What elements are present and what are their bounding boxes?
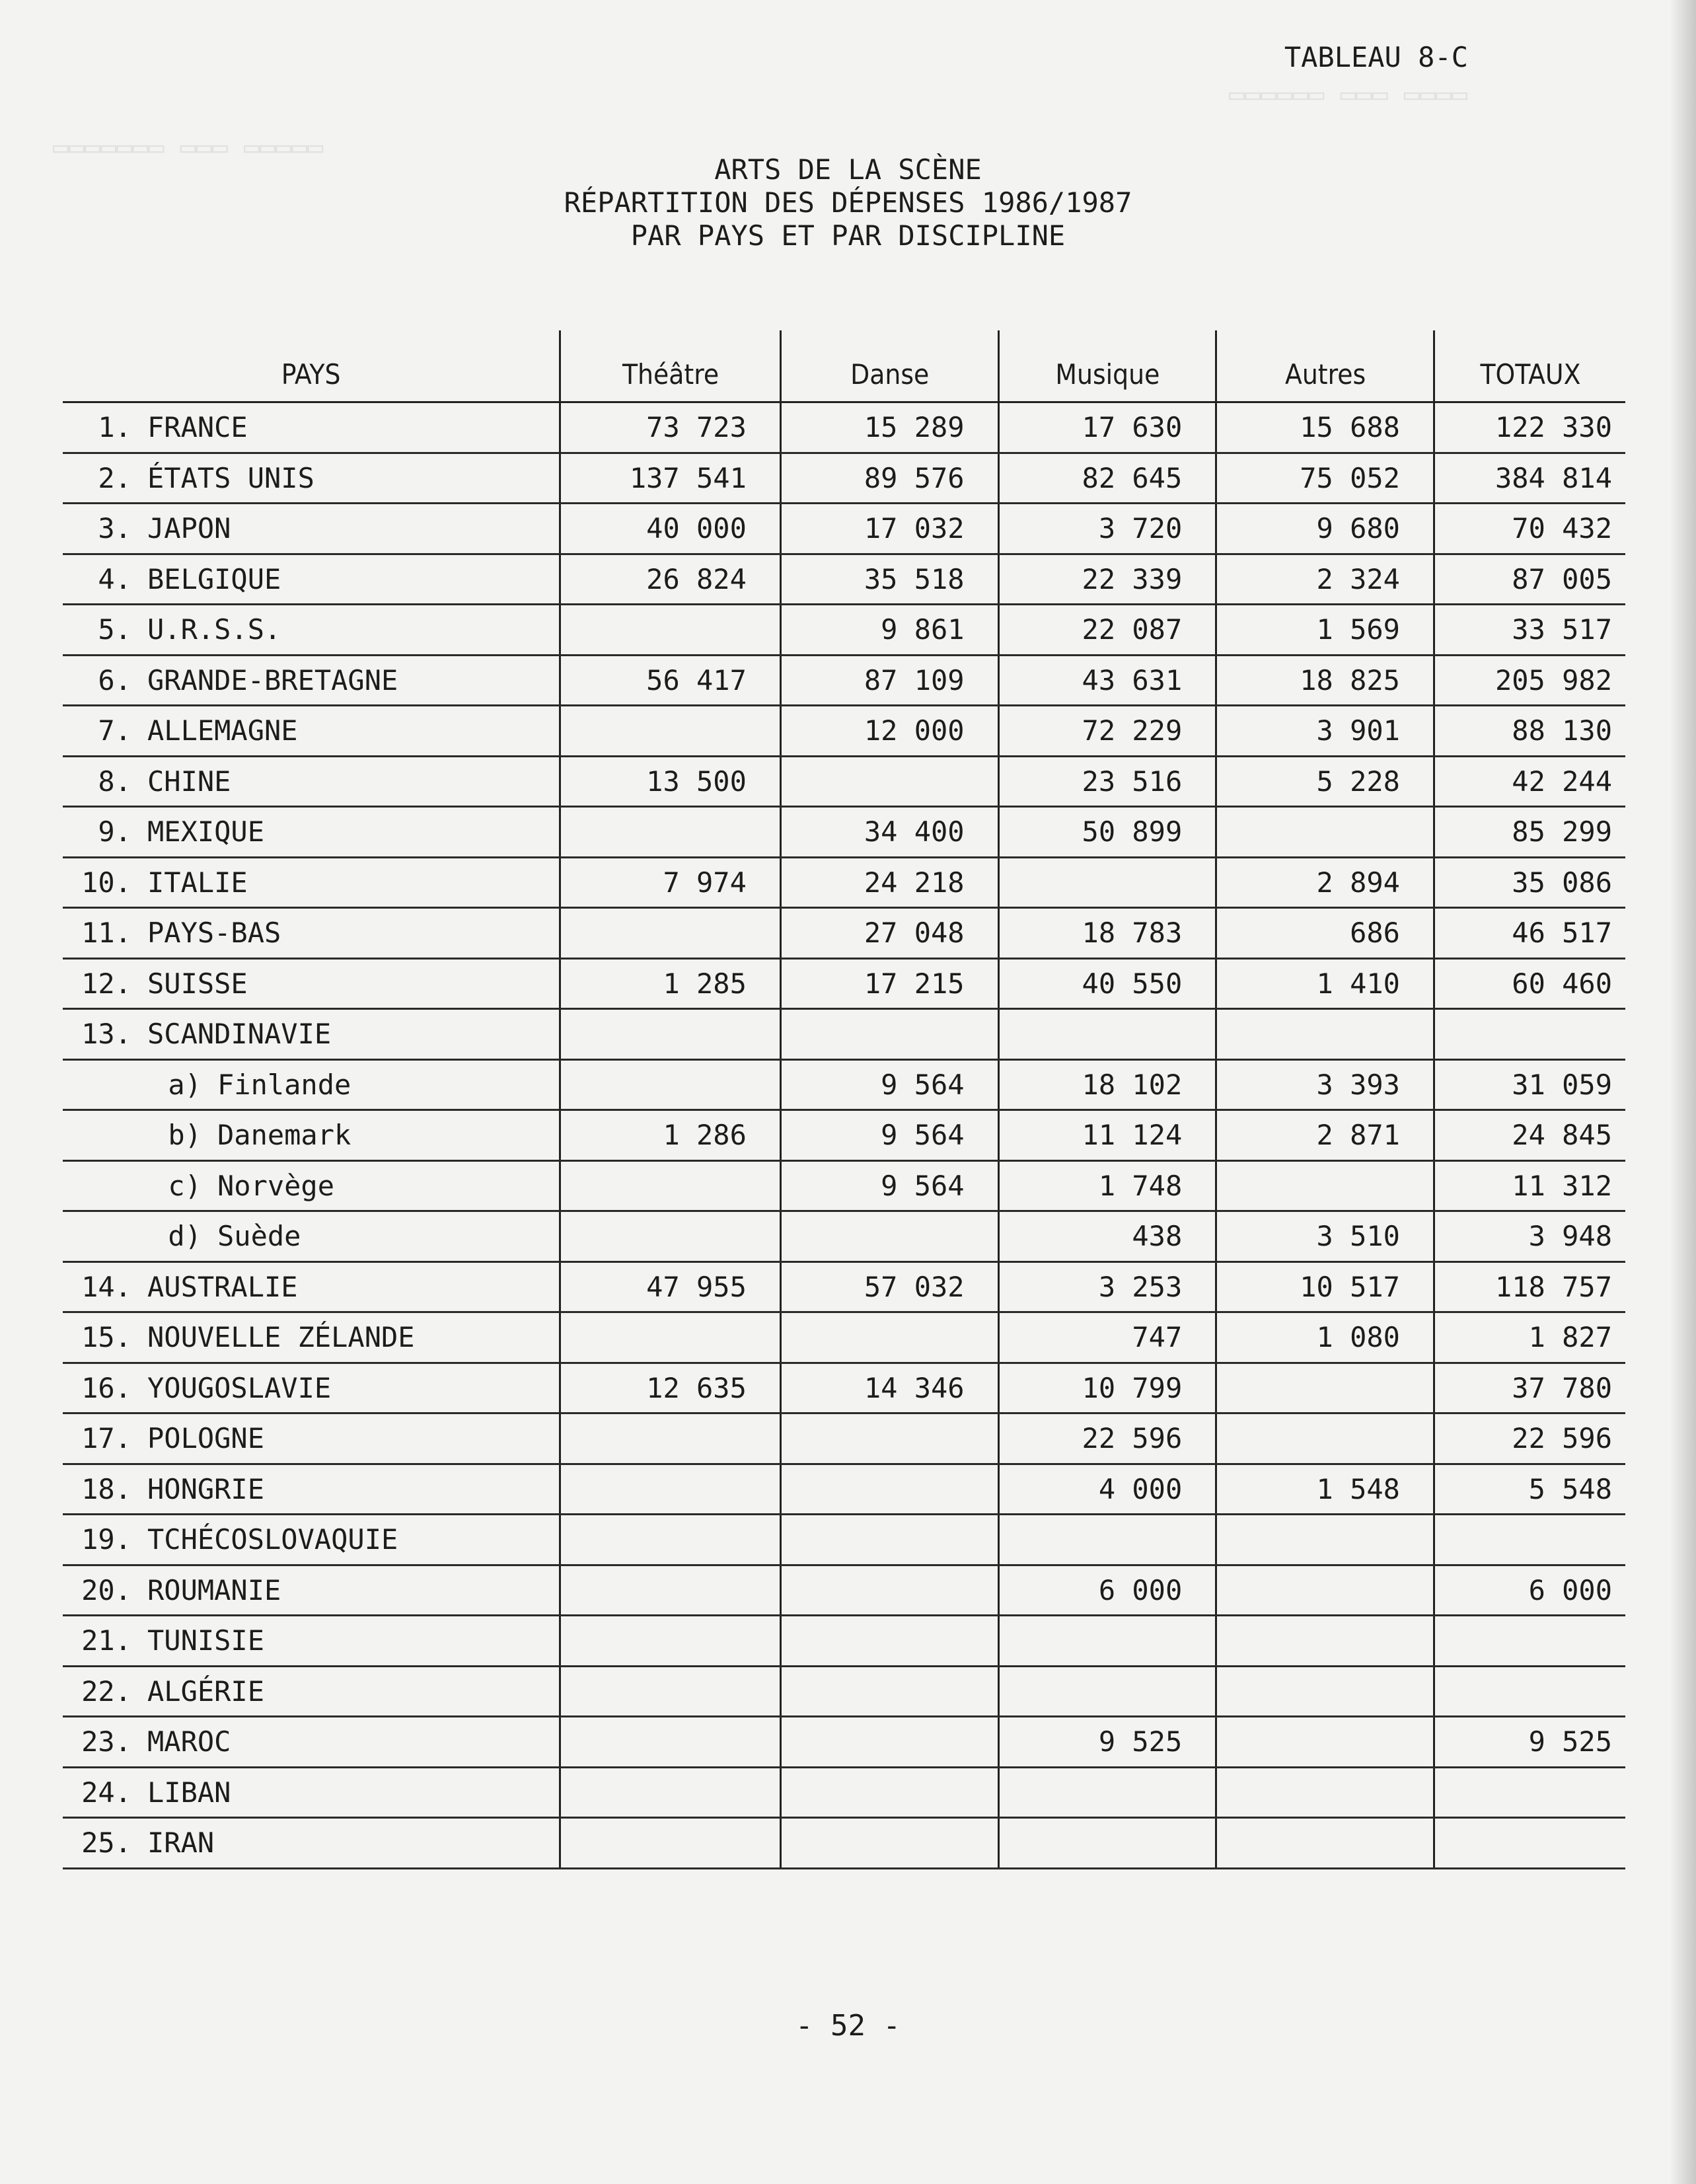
cell-totaux: 1 827 bbox=[1434, 1312, 1625, 1363]
cell-pays bbox=[63, 1009, 560, 1060]
cell-danse: 9 861 bbox=[780, 605, 998, 656]
row-number: 14. bbox=[81, 1270, 131, 1303]
row-number: 12. bbox=[81, 967, 131, 1000]
cell-pays bbox=[63, 1717, 560, 1768]
cell-pays bbox=[63, 958, 560, 1009]
cell-totaux: 9 525 bbox=[1434, 1717, 1625, 1768]
country-name: ALLEMAGNE bbox=[147, 714, 298, 747]
bleed-through: ▭▭▭▭▭▭ ▭▭▭ ▭▭▭▭ bbox=[1229, 79, 1468, 110]
cell-autres: 2 871 bbox=[1216, 1110, 1434, 1161]
row-number: 8. bbox=[98, 765, 131, 798]
row-number: 7. bbox=[98, 714, 131, 747]
country-name: Norvège bbox=[217, 1169, 335, 1202]
cell-pays bbox=[63, 504, 560, 554]
table-row bbox=[63, 1616, 1625, 1667]
cell-pays bbox=[63, 1464, 560, 1515]
cell-theatre: 56 417 bbox=[560, 655, 781, 706]
table-row bbox=[63, 1717, 1625, 1768]
cell-autres bbox=[1216, 1767, 1434, 1818]
table-row bbox=[63, 1767, 1625, 1818]
cell-totaux: 60 460 bbox=[1434, 958, 1625, 1009]
row-number: 5. bbox=[98, 613, 131, 646]
cell-theatre bbox=[560, 605, 781, 656]
table-row bbox=[63, 1363, 1625, 1413]
cell-theatre bbox=[560, 1717, 781, 1768]
cell-pays bbox=[63, 807, 560, 858]
cell-pays bbox=[63, 605, 560, 656]
country-name: U.R.S.S. bbox=[147, 613, 281, 646]
cell-musique bbox=[998, 1767, 1216, 1818]
cell-pays bbox=[63, 402, 560, 453]
cell-totaux: 85 299 bbox=[1434, 807, 1625, 858]
row-number: 6. bbox=[98, 663, 131, 697]
country-name: POLOGNE bbox=[147, 1422, 265, 1455]
country-name: TUNISIE bbox=[147, 1624, 265, 1657]
cell-musique: 82 645 bbox=[998, 453, 1216, 504]
row-number: 15. bbox=[81, 1321, 131, 1354]
cell-totaux: 118 757 bbox=[1434, 1261, 1625, 1312]
row-number: 13. bbox=[81, 1018, 131, 1051]
cell-danse: 35 518 bbox=[780, 554, 998, 605]
cell-autres: 3 393 bbox=[1216, 1059, 1434, 1110]
cell-pays bbox=[63, 706, 560, 757]
cell-theatre: 40 000 bbox=[560, 504, 781, 554]
bleed-through: ▭▭▭▭▭▭▭ ▭▭▭ ▭▭▭▭▭ bbox=[53, 132, 324, 163]
cell-theatre bbox=[560, 1009, 781, 1060]
row-number: 9. bbox=[98, 815, 131, 848]
table-row bbox=[63, 1110, 1625, 1161]
cell-totaux: 205 982 bbox=[1434, 655, 1625, 706]
country-name: PAYS-BAS bbox=[147, 917, 281, 950]
cell-danse: 9 564 bbox=[780, 1110, 998, 1161]
country-name: NOUVELLE ZÉLANDE bbox=[147, 1321, 415, 1354]
cell-musique: 22 596 bbox=[998, 1413, 1216, 1464]
cell-musique: 18 102 bbox=[998, 1059, 1216, 1110]
col-header-musique: Musique bbox=[998, 330, 1216, 402]
row-number: 4. bbox=[98, 562, 131, 595]
cell-pays bbox=[63, 857, 560, 908]
cell-danse: 14 346 bbox=[780, 1363, 998, 1413]
table-row bbox=[63, 1413, 1625, 1464]
cell-theatre: 73 723 bbox=[560, 402, 781, 453]
cell-theatre: 137 541 bbox=[560, 453, 781, 504]
col-header-theatre: Théâtre bbox=[560, 330, 781, 402]
cell-autres bbox=[1216, 1515, 1434, 1565]
cell-theatre bbox=[560, 1565, 781, 1616]
cell-theatre: 1 285 bbox=[560, 958, 781, 1009]
country-name: Suède bbox=[217, 1220, 301, 1253]
cell-pays bbox=[63, 1565, 560, 1616]
cell-autres: 1 548 bbox=[1216, 1464, 1434, 1515]
cell-autres: 75 052 bbox=[1216, 453, 1434, 504]
cell-autres: 1 569 bbox=[1216, 605, 1434, 656]
cell-autres bbox=[1216, 1818, 1434, 1869]
row-number: c) bbox=[168, 1169, 202, 1202]
cell-theatre: 26 824 bbox=[560, 554, 781, 605]
cell-totaux: 46 517 bbox=[1434, 908, 1625, 959]
cell-musique: 3 253 bbox=[998, 1261, 1216, 1312]
cell-musique: 6 000 bbox=[998, 1565, 1216, 1616]
table-row bbox=[63, 605, 1625, 656]
country-name: TCHÉCOSLOVAQUIE bbox=[147, 1523, 398, 1556]
cell-totaux: 37 780 bbox=[1434, 1363, 1625, 1413]
row-number: 1. bbox=[98, 411, 131, 444]
country-name: GRANDE-BRETAGNE bbox=[147, 663, 398, 697]
cell-theatre: 12 635 bbox=[560, 1363, 781, 1413]
cell-totaux: 33 517 bbox=[1434, 605, 1625, 656]
cell-autres: 2 894 bbox=[1216, 857, 1434, 908]
cell-musique bbox=[998, 1009, 1216, 1060]
cell-totaux: 24 845 bbox=[1434, 1110, 1625, 1161]
cell-pays bbox=[63, 554, 560, 605]
cell-theatre bbox=[560, 706, 781, 757]
table-body bbox=[63, 402, 1625, 1869]
cell-totaux: 42 244 bbox=[1434, 756, 1625, 807]
table-row bbox=[63, 1464, 1625, 1515]
row-number: a) bbox=[168, 1068, 202, 1101]
table-reference: TABLEAU 8-C bbox=[1284, 41, 1468, 73]
cell-pays bbox=[63, 1110, 560, 1161]
row-number: 25. bbox=[81, 1826, 131, 1860]
cell-danse: 17 032 bbox=[780, 504, 998, 554]
table-title: ARTS DE LA SCÈNE bbox=[714, 153, 982, 186]
row-number: 17. bbox=[81, 1422, 131, 1455]
col-header-totaux: TOTAUX bbox=[1434, 330, 1625, 402]
cell-theatre: 13 500 bbox=[560, 756, 781, 807]
cell-theatre bbox=[560, 1818, 781, 1869]
row-number: 2. bbox=[98, 461, 131, 494]
cell-danse bbox=[780, 1515, 998, 1565]
cell-totaux: 11 312 bbox=[1434, 1160, 1625, 1211]
country-name: YOUGOSLAVIE bbox=[147, 1371, 332, 1404]
country-name: HONGRIE bbox=[147, 1472, 265, 1505]
page-number: - 52 - bbox=[795, 2009, 901, 2043]
table-row bbox=[63, 453, 1625, 504]
cell-totaux: 3 948 bbox=[1434, 1211, 1625, 1262]
country-name: MEXIQUE bbox=[147, 815, 265, 848]
cell-danse bbox=[780, 1717, 998, 1768]
table-subtitle-2: PAR PAYS ET PAR DISCIPLINE bbox=[630, 219, 1066, 252]
cell-musique: 10 799 bbox=[998, 1363, 1216, 1413]
cell-autres bbox=[1216, 1413, 1434, 1464]
country-name: ÉTATS UNIS bbox=[147, 461, 314, 494]
cell-pays bbox=[63, 1261, 560, 1312]
cell-danse: 27 048 bbox=[780, 908, 998, 959]
cell-danse: 9 564 bbox=[780, 1160, 998, 1211]
cell-totaux bbox=[1434, 1666, 1625, 1717]
cell-musique bbox=[998, 1666, 1216, 1717]
country-name: IRAN bbox=[147, 1826, 215, 1860]
table-row bbox=[63, 554, 1625, 605]
country-name: ALGÉRIE bbox=[147, 1675, 265, 1708]
cell-pays bbox=[63, 453, 560, 504]
table-row bbox=[63, 1261, 1625, 1312]
cell-totaux: 384 814 bbox=[1434, 453, 1625, 504]
country-name: FRANCE bbox=[147, 411, 248, 444]
cell-danse bbox=[780, 1767, 998, 1818]
cell-autres: 1 080 bbox=[1216, 1312, 1434, 1363]
cell-danse: 12 000 bbox=[780, 706, 998, 757]
country-name: JAPON bbox=[147, 512, 231, 545]
cell-musique: 43 631 bbox=[998, 655, 1216, 706]
cell-pays bbox=[63, 1363, 560, 1413]
cell-totaux bbox=[1434, 1009, 1625, 1060]
cell-danse: 89 576 bbox=[780, 453, 998, 504]
cell-musique: 438 bbox=[998, 1211, 1216, 1262]
row-number: 21. bbox=[81, 1624, 131, 1657]
table-row bbox=[63, 402, 1625, 453]
cell-theatre bbox=[560, 807, 781, 858]
cell-autres bbox=[1216, 1616, 1434, 1667]
cell-danse bbox=[780, 1211, 998, 1262]
table-row bbox=[63, 908, 1625, 959]
cell-theatre: 1 286 bbox=[560, 1110, 781, 1161]
cell-musique: 22 087 bbox=[998, 605, 1216, 656]
cell-autres bbox=[1216, 1666, 1434, 1717]
country-name: MAROC bbox=[147, 1725, 231, 1758]
table-row bbox=[63, 807, 1625, 858]
cell-danse bbox=[780, 1616, 998, 1667]
cell-musique: 747 bbox=[998, 1312, 1216, 1363]
cell-theatre bbox=[560, 1211, 781, 1262]
cell-pays bbox=[63, 1767, 560, 1818]
row-number: d) bbox=[168, 1220, 202, 1253]
row-number: 16. bbox=[81, 1371, 131, 1404]
cell-autres: 18 825 bbox=[1216, 655, 1434, 706]
cell-autres: 686 bbox=[1216, 908, 1434, 959]
table-row bbox=[63, 706, 1625, 757]
cell-musique: 17 630 bbox=[998, 402, 1216, 453]
table-row bbox=[63, 1211, 1625, 1262]
table-row bbox=[63, 857, 1625, 908]
cell-danse bbox=[780, 1312, 998, 1363]
row-number: 3. bbox=[98, 512, 131, 545]
cell-autres bbox=[1216, 1160, 1434, 1211]
cell-pays bbox=[63, 1515, 560, 1565]
country-name: AUSTRALIE bbox=[147, 1270, 298, 1303]
cell-autres: 2 324 bbox=[1216, 554, 1434, 605]
cell-totaux bbox=[1434, 1818, 1625, 1869]
cell-totaux bbox=[1434, 1767, 1625, 1818]
cell-danse: 57 032 bbox=[780, 1261, 998, 1312]
country-name: SUISSE bbox=[147, 967, 248, 1000]
cell-autres: 1 410 bbox=[1216, 958, 1434, 1009]
table-row bbox=[63, 1312, 1625, 1363]
cell-autres bbox=[1216, 1717, 1434, 1768]
cell-danse bbox=[780, 1009, 998, 1060]
table-row bbox=[63, 1009, 1625, 1060]
cell-autres: 15 688 bbox=[1216, 402, 1434, 453]
country-name: BELGIQUE bbox=[147, 562, 281, 595]
cell-pays bbox=[63, 1616, 560, 1667]
cell-pays bbox=[63, 908, 560, 959]
cell-autres: 9 680 bbox=[1216, 504, 1434, 554]
row-number: 20. bbox=[81, 1573, 131, 1606]
country-name: SCANDINAVIE bbox=[147, 1018, 332, 1051]
cell-autres: 10 517 bbox=[1216, 1261, 1434, 1312]
cell-musique: 11 124 bbox=[998, 1110, 1216, 1161]
cell-danse bbox=[780, 1666, 998, 1717]
cell-theatre bbox=[560, 1413, 781, 1464]
cell-totaux: 70 432 bbox=[1434, 504, 1625, 554]
cell-pays bbox=[63, 1413, 560, 1464]
col-header-pays: PAYS bbox=[63, 330, 560, 402]
cell-musique: 72 229 bbox=[998, 706, 1216, 757]
cell-musique: 23 516 bbox=[998, 756, 1216, 807]
cell-totaux bbox=[1434, 1515, 1625, 1565]
cell-pays bbox=[63, 1666, 560, 1717]
cell-musique bbox=[998, 1515, 1216, 1565]
country-name: LIBAN bbox=[147, 1776, 231, 1809]
cell-danse bbox=[780, 756, 998, 807]
cell-pays bbox=[63, 1160, 560, 1211]
cell-autres: 5 228 bbox=[1216, 756, 1434, 807]
cell-danse: 17 215 bbox=[780, 958, 998, 1009]
row-number: 11. bbox=[81, 917, 131, 950]
cell-totaux: 87 005 bbox=[1434, 554, 1625, 605]
table-row bbox=[63, 1666, 1625, 1717]
cell-theatre: 7 974 bbox=[560, 857, 781, 908]
cell-pays bbox=[63, 1059, 560, 1110]
cell-totaux: 88 130 bbox=[1434, 706, 1625, 757]
cell-danse bbox=[780, 1413, 998, 1464]
cell-musique: 18 783 bbox=[998, 908, 1216, 959]
table-row bbox=[63, 1515, 1625, 1565]
table-row bbox=[63, 756, 1625, 807]
country-name: Danemark bbox=[217, 1119, 351, 1152]
cell-musique bbox=[998, 1616, 1216, 1667]
cell-theatre bbox=[560, 908, 781, 959]
cell-totaux: 22 596 bbox=[1434, 1413, 1625, 1464]
cell-autres bbox=[1216, 1363, 1434, 1413]
cell-musique: 22 339 bbox=[998, 554, 1216, 605]
cell-theatre bbox=[560, 1767, 781, 1818]
cell-pays bbox=[63, 1312, 560, 1363]
col-header-danse: Danse bbox=[780, 330, 998, 402]
col-header-autres: Autres bbox=[1216, 330, 1434, 402]
country-name: Finlande bbox=[217, 1068, 351, 1101]
cell-totaux: 5 548 bbox=[1434, 1464, 1625, 1515]
row-number: b) bbox=[168, 1119, 202, 1152]
cell-totaux: 6 000 bbox=[1434, 1565, 1625, 1616]
table-row bbox=[63, 1565, 1625, 1616]
country-name: ITALIE bbox=[147, 866, 248, 899]
table-header-row bbox=[63, 330, 1625, 402]
cell-totaux bbox=[1434, 1616, 1625, 1667]
cell-theatre bbox=[560, 1160, 781, 1211]
cell-musique: 9 525 bbox=[998, 1717, 1216, 1768]
cell-pays bbox=[63, 756, 560, 807]
cell-musique bbox=[998, 1818, 1216, 1869]
cell-musique: 1 748 bbox=[998, 1160, 1216, 1211]
cell-totaux: 35 086 bbox=[1434, 857, 1625, 908]
cell-danse: 34 400 bbox=[780, 807, 998, 858]
table-row bbox=[63, 1059, 1625, 1110]
table-row bbox=[63, 504, 1625, 554]
cell-danse: 15 289 bbox=[780, 402, 998, 453]
country-name: ROUMANIE bbox=[147, 1573, 281, 1606]
cell-theatre bbox=[560, 1464, 781, 1515]
table-row bbox=[63, 958, 1625, 1009]
expenditure-table bbox=[63, 330, 1625, 1869]
cell-autres bbox=[1216, 1565, 1434, 1616]
cell-musique: 50 899 bbox=[998, 807, 1216, 858]
cell-danse bbox=[780, 1464, 998, 1515]
cell-totaux: 31 059 bbox=[1434, 1059, 1625, 1110]
cell-totaux: 122 330 bbox=[1434, 402, 1625, 453]
cell-musique: 4 000 bbox=[998, 1464, 1216, 1515]
row-number: 19. bbox=[81, 1523, 131, 1556]
cell-pays bbox=[63, 1211, 560, 1262]
cell-danse: 9 564 bbox=[780, 1059, 998, 1110]
table-subtitle: RÉPARTITION DES DÉPENSES 1986/1987 bbox=[564, 186, 1132, 219]
cell-autres bbox=[1216, 807, 1434, 858]
cell-theatre bbox=[560, 1666, 781, 1717]
row-number: 10. bbox=[81, 866, 131, 899]
row-number: 23. bbox=[81, 1725, 131, 1758]
cell-autres bbox=[1216, 1009, 1434, 1060]
cell-theatre bbox=[560, 1312, 781, 1363]
row-number: 24. bbox=[81, 1776, 131, 1809]
row-number: 22. bbox=[81, 1675, 131, 1708]
cell-autres: 3 901 bbox=[1216, 706, 1434, 757]
cell-danse: 87 109 bbox=[780, 655, 998, 706]
table-row bbox=[63, 1160, 1625, 1211]
cell-musique: 40 550 bbox=[998, 958, 1216, 1009]
cell-danse bbox=[780, 1565, 998, 1616]
country-name: CHINE bbox=[147, 765, 231, 798]
table-row bbox=[63, 1818, 1625, 1869]
cell-musique bbox=[998, 857, 1216, 908]
page-edge-shadow bbox=[1670, 0, 1696, 2184]
cell-danse: 24 218 bbox=[780, 857, 998, 908]
cell-autres: 3 510 bbox=[1216, 1211, 1434, 1262]
cell-pays bbox=[63, 1818, 560, 1869]
table-row bbox=[63, 655, 1625, 706]
cell-theatre bbox=[560, 1515, 781, 1565]
cell-danse bbox=[780, 1818, 998, 1869]
cell-theatre bbox=[560, 1616, 781, 1667]
cell-theatre: 47 955 bbox=[560, 1261, 781, 1312]
cell-pays bbox=[63, 655, 560, 706]
row-number: 18. bbox=[81, 1472, 131, 1505]
cell-musique: 3 720 bbox=[998, 504, 1216, 554]
cell-theatre bbox=[560, 1059, 781, 1110]
